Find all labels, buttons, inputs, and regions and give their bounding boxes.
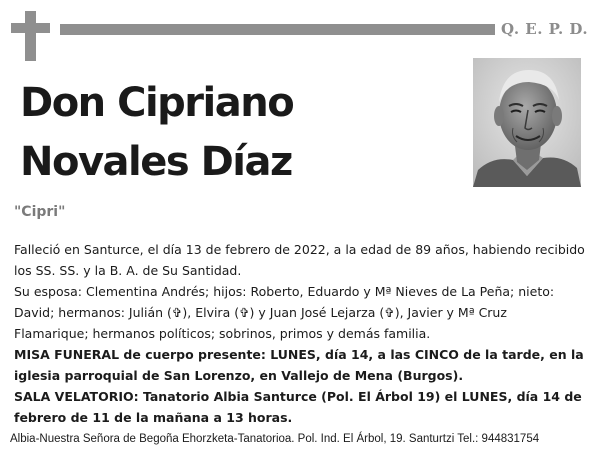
- deceased-name-line2: Novales Díaz: [20, 139, 292, 185]
- qepd-label: Q. E. P. D.: [501, 20, 589, 38]
- funeral-mass-info: [14, 344, 586, 386]
- text-line: Falleció en Santurce, el día 13 de febrero de 2022, a la edad de 89 años, habiendo recibido: [14, 242, 585, 257]
- family-list: [14, 281, 586, 344]
- text-line: Flamarique; hermanos políticos; sobrinos, primos y demás familia.: [14, 326, 431, 341]
- text-line: iglesia parroquial de San Lorenzo, en Vallejo de Mena (Burgos).: [14, 368, 464, 383]
- text-line: Su esposa: Clementina Andrés; hijos: Roberto, Eduardo y Mª Nieves de La Peña; nieto:: [14, 284, 555, 299]
- death-announcement: [14, 239, 586, 281]
- text-line: David; hermanos: Julián (✞), Elvira (✞) y Juan José Lejarza (✞), Javier y Mª Cruz: [14, 305, 507, 320]
- cross-icon-bar: [11, 23, 50, 33]
- text-line: los SS. SS. y la B. A. de Su Santidad.: [14, 263, 242, 278]
- text-line: MISA FUNERAL de cuerpo presente: LUNES, día 14, a las CINCO de la tarde, en la: [14, 347, 584, 362]
- text-line: SALA VELATORIO: Tanatorio Albia Santurce (Pol. El Árbol 19) el LUNES, día 14 de: [14, 389, 582, 404]
- wake-room-info: [14, 386, 586, 428]
- cross-icon: [25, 11, 36, 61]
- text-line: febrero de 11 de la mañana a 13 horas.: [14, 410, 293, 425]
- funeral-home-footer: Albia-Nuestra Señora de Begoña Ehorzketa-Tanatorioa. Pol. Ind. El Árbol, 19. Santurtzi Tel.: 944831754: [10, 433, 540, 445]
- deceased-name-line1: Don Cipriano: [20, 80, 294, 126]
- nickname: "Cipri": [14, 204, 66, 220]
- deceased-portrait: [473, 58, 581, 187]
- header-divider: [60, 24, 495, 35]
